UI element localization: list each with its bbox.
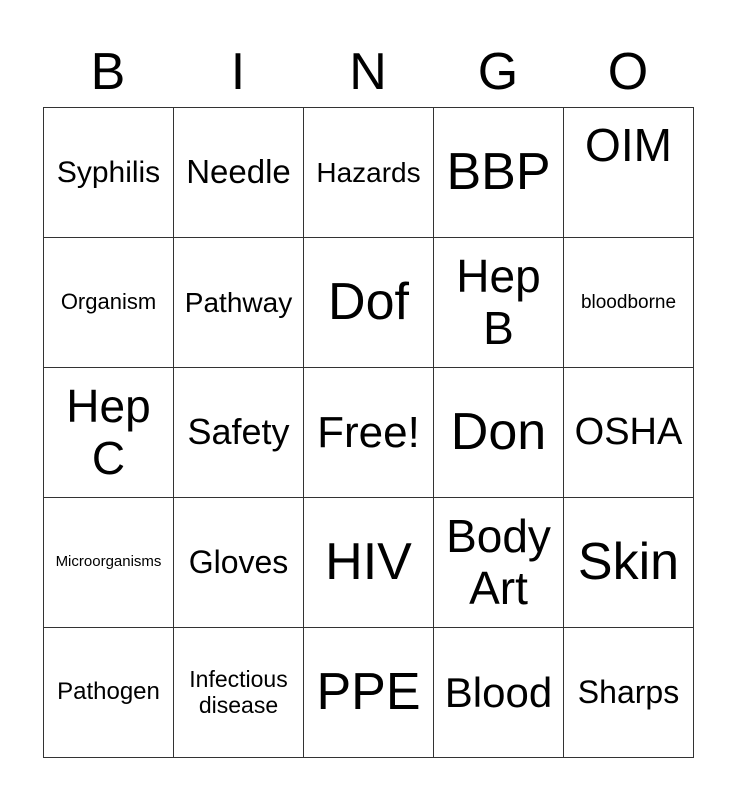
bingo-cell[interactable]: OIM xyxy=(564,108,694,238)
bingo-cell[interactable]: HIV xyxy=(304,498,434,628)
bingo-cell[interactable]: Needle xyxy=(174,108,304,238)
bingo-cell[interactable]: Dof xyxy=(304,238,434,368)
bingo-cell[interactable]: Syphilis xyxy=(44,108,174,238)
bingo-cell[interactable]: bloodborne xyxy=(564,238,694,368)
bingo-cell[interactable]: Body Art xyxy=(434,498,564,628)
bingo-cell[interactable]: Hep B xyxy=(434,238,564,368)
bingo-cell[interactable]: OSHA xyxy=(564,368,694,498)
header-letter-o: O xyxy=(607,43,649,101)
bingo-cell[interactable]: Microorganisms xyxy=(44,498,174,628)
header-letter-g: G xyxy=(477,43,519,101)
header-letter-b: B xyxy=(90,43,126,101)
bingo-cell[interactable]: PPE xyxy=(304,628,434,758)
bingo-cell[interactable]: Gloves xyxy=(174,498,304,628)
header-letter-i: I xyxy=(230,43,246,101)
bingo-cell[interactable]: Safety xyxy=(174,368,304,498)
bingo-cell[interactable]: BBP xyxy=(434,108,564,238)
bingo-cell[interactable]: Don xyxy=(434,368,564,498)
header-letter-n: N xyxy=(349,43,387,101)
bingo-cell[interactable]: Pathogen xyxy=(44,628,174,758)
bingo-cell[interactable]: Hazards xyxy=(304,108,434,238)
bingo-cell[interactable]: Blood xyxy=(434,628,564,758)
bingo-cell[interactable]: Infectious disease xyxy=(174,628,304,758)
bingo-cell[interactable]: Pathway xyxy=(174,238,304,368)
bingo-cell[interactable]: Hep C xyxy=(44,368,174,498)
bingo-cell[interactable]: Skin xyxy=(564,498,694,628)
bingo-header xyxy=(43,40,693,104)
free-space-cell[interactable]: Free! xyxy=(304,368,434,498)
bingo-cell[interactable]: Organism xyxy=(44,238,174,368)
bingo-cell[interactable]: Sharps xyxy=(564,628,694,758)
bingo-board xyxy=(43,107,694,758)
